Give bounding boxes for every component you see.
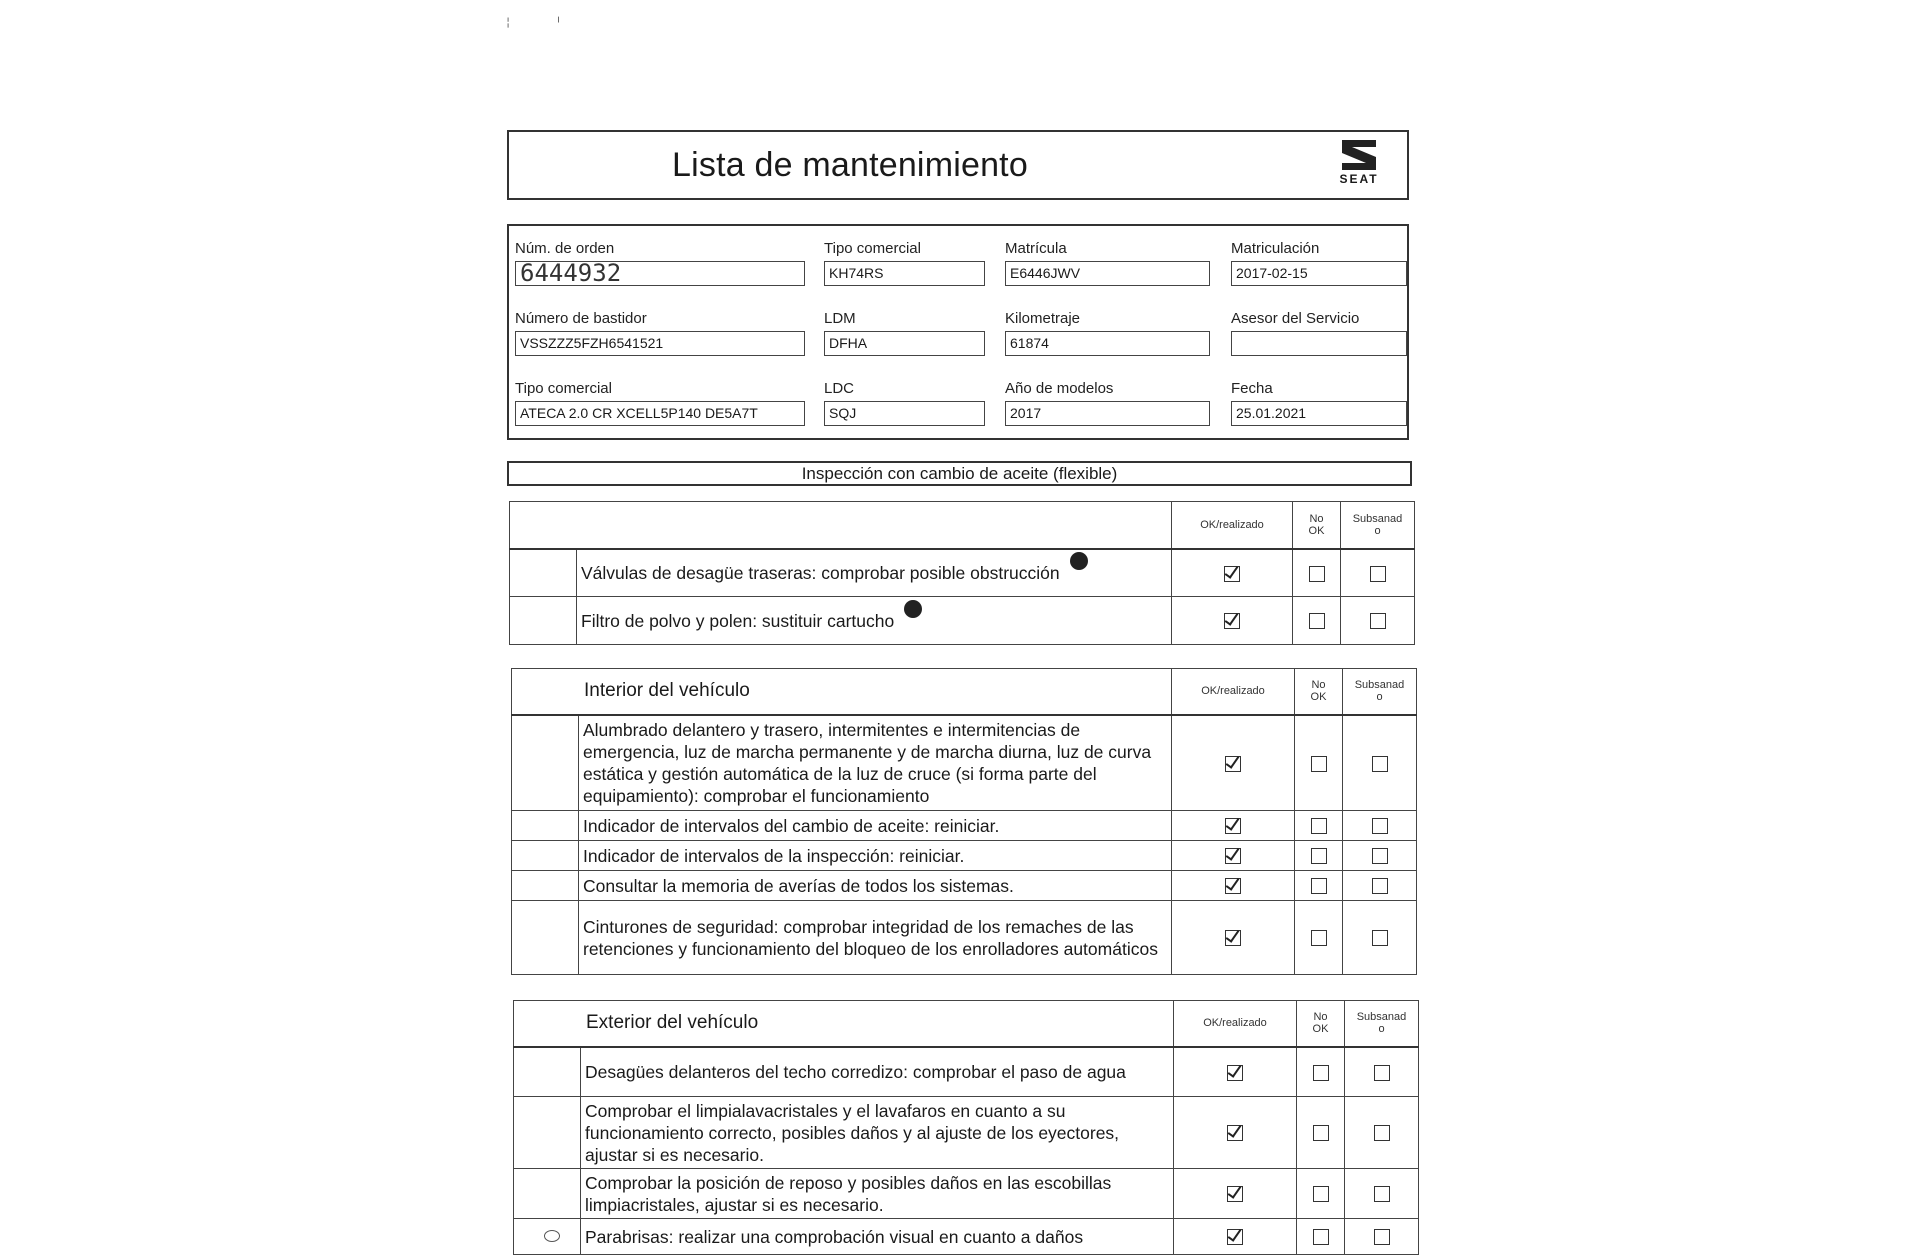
brand-name: SEAT bbox=[1339, 172, 1379, 186]
tipo-comercial-2-label: Tipo comercial bbox=[515, 380, 612, 397]
subsanado-checkbox[interactable] bbox=[1374, 1125, 1390, 1141]
general-header-row bbox=[510, 502, 1415, 549]
matriculacion-field bbox=[1231, 240, 1407, 286]
interior-section-title: Interior del vehículo bbox=[512, 669, 1172, 715]
table-row bbox=[510, 549, 1415, 597]
windshield-marker-icon bbox=[544, 1230, 560, 1242]
exterior-section-title: Exterior del vehículo bbox=[514, 1001, 1174, 1047]
interior-header-row bbox=[512, 669, 1417, 715]
subsanado-checkbox[interactable] bbox=[1374, 1229, 1390, 1245]
exterior-checklist bbox=[513, 1000, 1419, 1255]
tipo-comercial-1-field bbox=[824, 240, 985, 286]
kilometraje-field bbox=[1005, 310, 1210, 356]
col-ok: OK/realizado bbox=[1174, 1001, 1297, 1047]
interior-checklist bbox=[511, 668, 1417, 975]
table-row bbox=[514, 1097, 1419, 1169]
matriculacion-label: Matriculación bbox=[1231, 240, 1320, 257]
marker-dot-icon bbox=[1070, 552, 1088, 570]
item-description: Cinturones de seguridad: comprobar integridad de los remaches de las retenciones y funcionamiento del bloqueo de los enrolladores automáticos bbox=[579, 901, 1172, 975]
tipo-comercial-2-value[interactable]: ATECA 2.0 CR XCELL5P140 DE5A7T bbox=[515, 401, 805, 426]
subsanado-checkbox[interactable] bbox=[1372, 756, 1388, 772]
ok-checkbox[interactable] bbox=[1224, 566, 1240, 582]
no-ok-checkbox[interactable] bbox=[1311, 756, 1327, 772]
no-ok-checkbox[interactable] bbox=[1313, 1065, 1329, 1081]
num-orden-field bbox=[515, 240, 805, 286]
num-orden-value[interactable]: 6444932 bbox=[515, 261, 805, 286]
subsanado-checkbox[interactable] bbox=[1372, 930, 1388, 946]
fecha-value[interactable]: 25.01.2021 bbox=[1231, 401, 1407, 426]
ok-checkbox[interactable] bbox=[1225, 848, 1241, 864]
tipo-comercial-2-field bbox=[515, 380, 805, 426]
item-description: Comprobar el limpialavacristales y el lavafaros en cuanto a su funcionamiento correcto, posibles daños y al ajuste de los eyectores, ajustar si es necesario. bbox=[581, 1097, 1174, 1169]
table-row bbox=[514, 1047, 1419, 1097]
no-ok-checkbox[interactable] bbox=[1311, 930, 1327, 946]
ldm-value[interactable]: DFHA bbox=[824, 331, 985, 356]
item-description: Válvulas de desagüe traseras: comprobar posible obstrucción bbox=[577, 549, 1172, 597]
asesor-field bbox=[1231, 310, 1407, 356]
col-subsanado: Subsanad o bbox=[1341, 502, 1415, 549]
table-row bbox=[510, 597, 1415, 645]
table-row bbox=[512, 811, 1417, 841]
matricula-value[interactable]: E6446JWV bbox=[1005, 261, 1210, 286]
table-row bbox=[514, 1169, 1419, 1219]
ano-modelos-value[interactable]: 2017 bbox=[1005, 401, 1210, 426]
subsanado-checkbox[interactable] bbox=[1372, 848, 1388, 864]
fecha-field bbox=[1231, 380, 1407, 426]
item-description: Indicador de intervalos del cambio de aceite: reiniciar. bbox=[579, 811, 1172, 841]
matricula-label: Matrícula bbox=[1005, 240, 1067, 257]
col-no-ok: No OK bbox=[1295, 669, 1343, 715]
general-checklist bbox=[509, 501, 1415, 645]
col-ok: OK/realizado bbox=[1172, 669, 1295, 715]
kilometraje-label: Kilometraje bbox=[1005, 310, 1081, 327]
matriculacion-value[interactable]: 2017-02-15 bbox=[1231, 261, 1407, 286]
item-description: Consultar la memoria de averías de todos los sistemas. bbox=[579, 871, 1172, 901]
table-row bbox=[514, 1219, 1419, 1255]
seat-logo bbox=[1323, 138, 1395, 194]
item-description: Desagües delanteros del techo corredizo: comprobar el paso de agua bbox=[581, 1047, 1174, 1097]
document-header bbox=[507, 130, 1409, 200]
item-description: Comprobar la posición de reposo y posibles daños en las escobillas limpiacristales, ajustar si es necesario. bbox=[581, 1169, 1174, 1219]
ano-modelos-label: Año de modelos bbox=[1005, 380, 1114, 397]
numero-bastidor-value[interactable]: VSSZZZ5FZH6541521 bbox=[515, 331, 805, 356]
ldc-value[interactable]: SQJ bbox=[824, 401, 985, 426]
vehicle-info-panel bbox=[507, 224, 1409, 440]
col-no-ok: No OK bbox=[1297, 1001, 1345, 1047]
ldm-field bbox=[824, 310, 985, 356]
col-no-ok: No OK bbox=[1293, 502, 1341, 549]
subsanado-checkbox[interactable] bbox=[1374, 1065, 1390, 1081]
numero-bastidor-field bbox=[515, 310, 805, 356]
no-ok-checkbox[interactable] bbox=[1309, 613, 1325, 629]
tipo-comercial-1-value[interactable]: KH74RS bbox=[824, 261, 985, 286]
numero-bastidor-label: Número de bastidor bbox=[515, 310, 647, 327]
seat-s-icon bbox=[1340, 138, 1378, 172]
no-ok-checkbox[interactable] bbox=[1311, 818, 1327, 834]
num-orden-label: Núm. de orden bbox=[515, 240, 615, 257]
no-ok-checkbox[interactable] bbox=[1311, 848, 1327, 864]
fecha-label: Fecha bbox=[1231, 380, 1273, 397]
subsanado-checkbox[interactable] bbox=[1372, 818, 1388, 834]
item-description: Indicador de intervalos de la inspección: reiniciar. bbox=[579, 841, 1172, 871]
table-row bbox=[512, 715, 1417, 811]
ok-checkbox[interactable] bbox=[1227, 1125, 1243, 1141]
ano-modelos-field bbox=[1005, 380, 1210, 426]
ok-checkbox[interactable] bbox=[1225, 756, 1241, 772]
asesor-value[interactable] bbox=[1231, 331, 1407, 356]
col-subsanado: Subsanad o bbox=[1345, 1001, 1419, 1047]
tipo-comercial-1-label: Tipo comercial bbox=[824, 240, 921, 257]
no-ok-checkbox[interactable] bbox=[1313, 1125, 1329, 1141]
subsanado-checkbox[interactable] bbox=[1372, 878, 1388, 894]
subsanado-checkbox[interactable] bbox=[1374, 1186, 1390, 1202]
general-section-title bbox=[510, 502, 1172, 549]
ok-checkbox[interactable] bbox=[1225, 930, 1241, 946]
table-row bbox=[512, 841, 1417, 871]
document-title: Lista de mantenimiento bbox=[672, 146, 1028, 184]
col-ok: OK/realizado bbox=[1172, 502, 1293, 549]
inspection-banner: Inspección con cambio de aceite (flexible) bbox=[507, 461, 1412, 486]
no-ok-checkbox[interactable] bbox=[1313, 1186, 1329, 1202]
marker-dot-icon bbox=[904, 600, 922, 618]
ok-checkbox[interactable] bbox=[1227, 1229, 1243, 1245]
ldc-label: LDC bbox=[824, 380, 855, 397]
ok-checkbox[interactable] bbox=[1227, 1065, 1243, 1081]
table-row bbox=[512, 871, 1417, 901]
ok-checkbox[interactable] bbox=[1224, 613, 1240, 629]
subsanado-checkbox[interactable] bbox=[1370, 613, 1386, 629]
subsanado-checkbox[interactable] bbox=[1370, 566, 1386, 582]
ok-checkbox[interactable] bbox=[1225, 818, 1241, 834]
item-description: Alumbrado delantero y trasero, intermitentes e intermitencias de emergencia, luz de marcha permanente y de marcha diurna, luz de curva estática y gestión automática de la luz de cruce (si forma parte del equipamiento): comprobar el funcionamiento bbox=[579, 715, 1172, 811]
ldm-label: LDM bbox=[824, 310, 856, 327]
table-row bbox=[512, 901, 1417, 975]
exterior-header-row bbox=[514, 1001, 1419, 1047]
ok-checkbox[interactable] bbox=[1227, 1186, 1243, 1202]
no-ok-checkbox[interactable] bbox=[1313, 1229, 1329, 1245]
no-ok-checkbox[interactable] bbox=[1309, 566, 1325, 582]
item-description: Filtro de polvo y polen: sustituir cartucho bbox=[577, 597, 1172, 645]
scan-marks: ╎ ╵ bbox=[505, 18, 562, 29]
item-description: Parabrisas: realizar una comprobación visual en cuanto a daños bbox=[581, 1219, 1174, 1255]
ok-checkbox[interactable] bbox=[1225, 878, 1241, 894]
no-ok-checkbox[interactable] bbox=[1311, 878, 1327, 894]
col-subsanado: Subsanad o bbox=[1343, 669, 1417, 715]
matricula-field bbox=[1005, 240, 1210, 286]
asesor-label: Asesor del Servicio bbox=[1231, 310, 1360, 327]
kilometraje-value[interactable]: 61874 bbox=[1005, 331, 1210, 356]
ldc-field bbox=[824, 380, 985, 426]
